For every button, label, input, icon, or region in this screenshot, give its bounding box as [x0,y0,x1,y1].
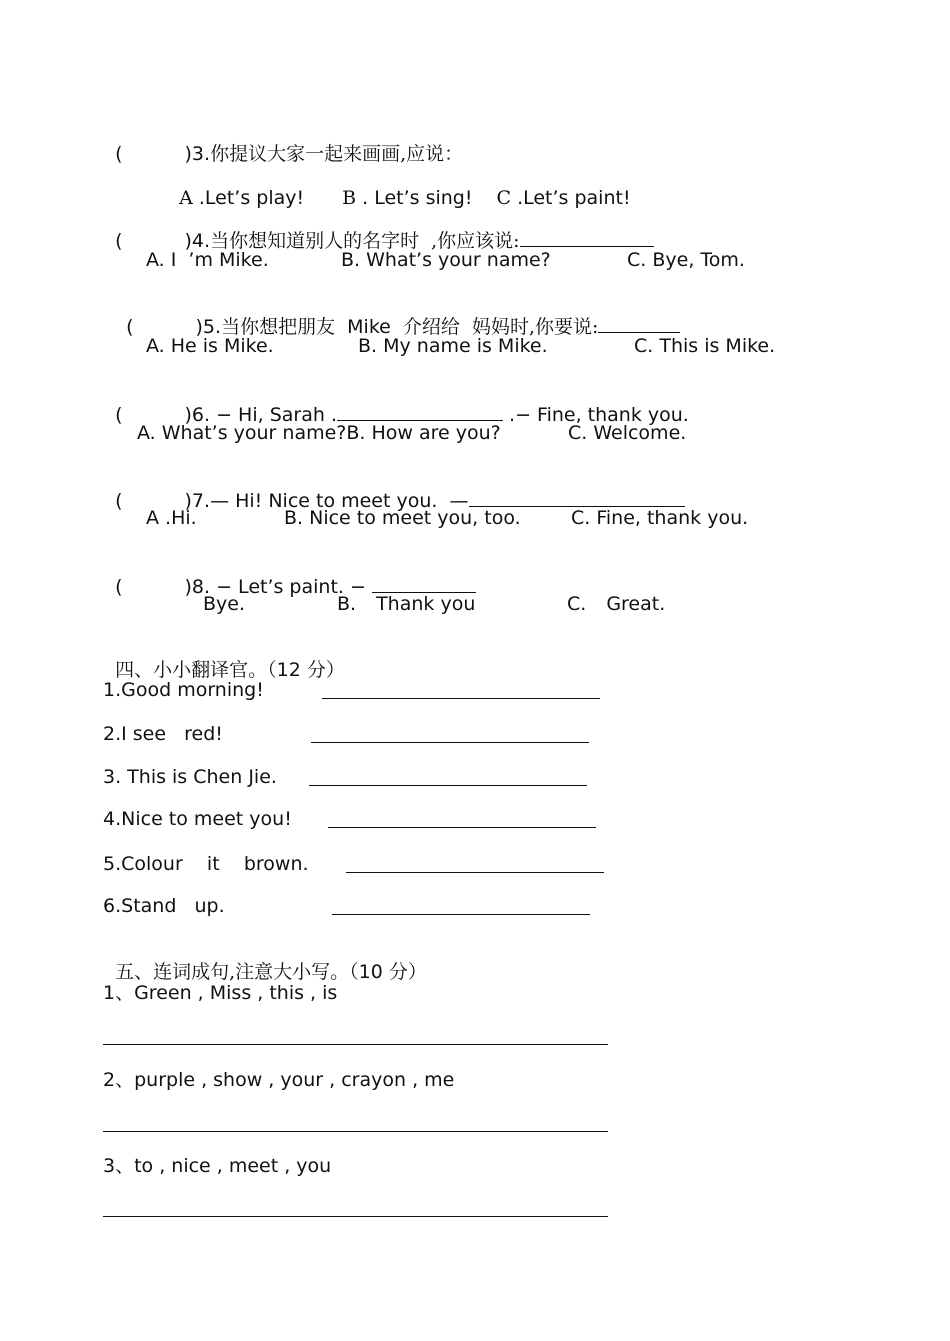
translate-answer-line-1[interactable] [322,698,600,699]
option-text: Great. [606,593,666,615]
question-6-options-ab: A. What’s your name?B. How are you? [137,422,501,444]
translate-item-3: 3. This is Chen Jie. [103,766,277,788]
answer-paren-open: ( [115,576,123,598]
sentence-item-1: 1、Green , Miss , this , is [103,982,338,1004]
question-3-options [167,162,631,210]
option-a: .Let’s play! [192,187,305,209]
translate-answer-line-3[interactable] [309,785,587,786]
translate-item-1: 1.Good morning! [103,679,264,701]
answer-paren-open: ( [115,230,123,252]
heading-score: 10 [358,961,383,983]
question-6-stem [103,378,689,427]
answer-paren-open: ( [115,404,123,426]
heading-text: 分） [382,961,427,983]
question-number: )7. [184,490,211,512]
heading-text: 四、小小翻译官。（ [115,659,277,681]
question-3-stem [103,118,463,166]
option-c: .Let’s paint! [511,187,631,209]
translate-answer-line-5[interactable] [346,872,604,873]
translate-item-4: 4.Nice to meet you! [103,808,292,830]
heading-text: 分） [300,659,345,681]
question-5-stem [114,290,680,339]
option-letter: A [179,187,193,209]
answer-paren-open: ( [115,143,123,165]
translate-answer-line-4[interactable] [328,827,596,828]
question-text: .− Fine, thank you. [503,404,689,426]
question-4-option-b: B. What’s your name? [341,249,551,271]
translate-item-6: 6.Stand up. [103,895,225,917]
question-text: − Hi, Sarah . [210,404,337,426]
answer-blank[interactable] [337,402,503,421]
option-letter: B [342,187,357,209]
translate-answer-line-2[interactable] [311,742,589,743]
sentence-answer-line-3[interactable] [103,1216,608,1217]
question-number: )8. [184,576,211,598]
sentence-answer-line-2[interactable] [103,1131,608,1132]
question-number: )4. [184,230,211,252]
option-letter: B. [337,593,357,615]
sentence-item-3: 3、to , nice , meet , you [103,1155,332,1177]
answer-blank[interactable] [372,574,476,593]
question-text: 介绍给 妈妈时,你要说: [390,316,599,338]
translate-answer-line-6[interactable] [332,914,590,915]
question-4-stem [103,204,654,253]
question-text: — Hi! Nice to meet you. — [210,490,469,512]
question-5-option-c: C. This is Mike. [634,335,776,357]
question-8-option-a: Bye. [203,593,246,615]
question-5-option-b: B. My name is Mike. [358,335,548,357]
answer-blank[interactable] [598,314,680,333]
translate-item-5: 5.Colour it brown. [103,853,309,875]
question-8-option-b [337,592,475,616]
question-6-option-c: C. Welcome. [568,422,687,444]
question-7-option-a: A .Hi. [146,507,197,529]
option-letter: C [496,187,512,209]
answer-paren-open: ( [126,316,134,338]
question-7-option-b: B. Nice to meet you, too. [284,507,521,529]
option-b: . Let’s sing! [356,187,473,209]
question-4-option-a: A. I ’m Mike. [146,249,269,271]
heading-text: 五、连词成句,注意大小写。（ [115,961,359,983]
question-number: )5. [195,316,222,338]
question-5-option-a: A. He is Mike. [146,335,274,357]
question-text: 当你想知道别人的名字时 ,你应该说: [210,230,520,252]
question-7-option-c: C. Fine, thank you. [571,507,749,529]
sentence-item-2: 2、purple , show , your , crayon , me [103,1069,455,1091]
translate-item-2: 2.I see red! [103,723,223,745]
question-number: )3. [184,143,211,165]
question-text: 你提议大家一起来画画,应说： [210,143,464,165]
option-text: Thank you [376,593,476,615]
question-8-option-c [567,592,665,616]
question-name: Mike [347,316,391,338]
answer-blank[interactable] [520,228,654,247]
heading-score: 12 [276,659,301,681]
sentence-answer-line-1[interactable] [103,1044,608,1045]
question-text: 当你想把朋友 [221,316,348,338]
question-4-option-c: C. Bye, Tom. [627,249,745,271]
answer-paren-open: ( [115,490,123,512]
answer-blank[interactable] [469,488,685,507]
section-5-heading [103,936,427,984]
option-letter: C. [567,593,587,615]
question-number: )6. [184,404,211,426]
question-text: − Let’s paint. − [210,576,372,598]
section-4-heading [103,634,345,682]
